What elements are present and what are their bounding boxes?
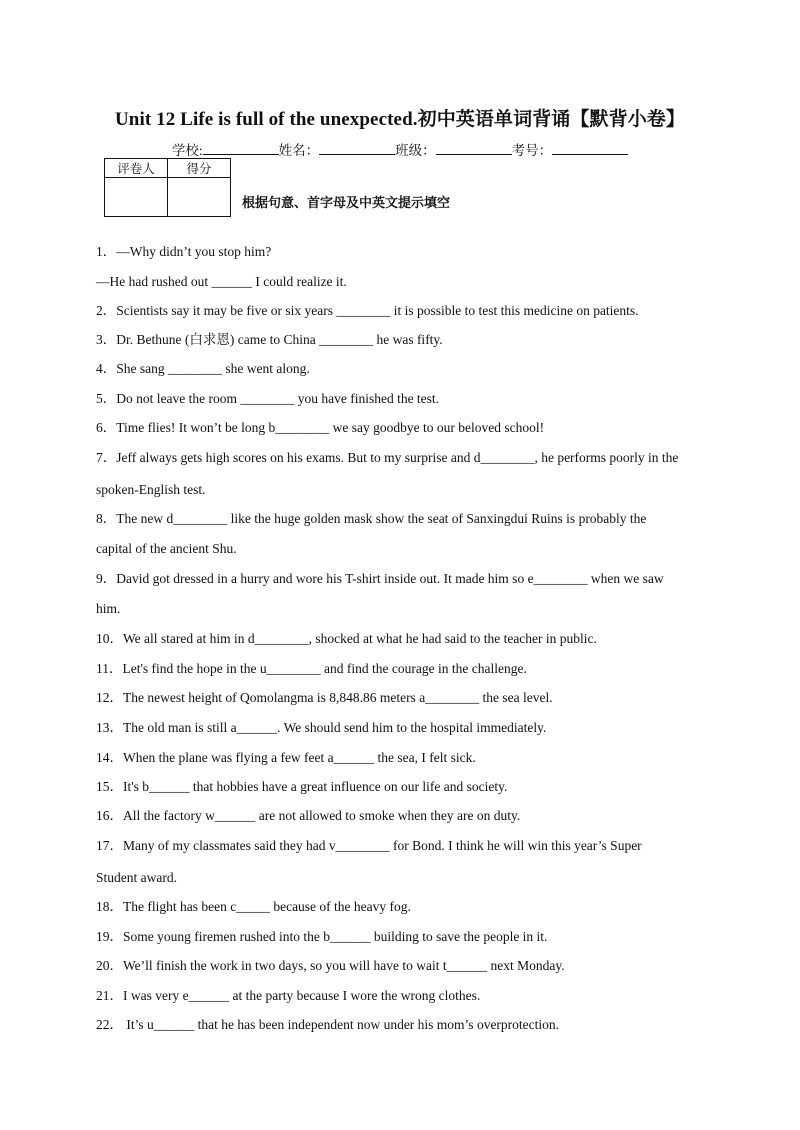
question-line: 13．The old man is still a______. We should send him to the hospital immediately. [96,720,547,735]
question-line: 4．She sang ________ she went along. [96,361,310,376]
school-label: 学校: [171,143,203,158]
number-label: 考号： [511,143,553,158]
question-line: 2．Scientists say it may be five or six years ________ it is possible to test this medicine on patients. [96,303,639,318]
question-line: 8．The new d________ like the huge golden mask show the seat of Sanxingdui Ruins is probably the [96,511,647,526]
question-line: 7．Jeff always gets high scores on his exams. But to my surprise and d________, he performs poorly in the [96,450,679,465]
question-line: 17．Many of my classmates said they had v________ for Bond. I think he will win this year’s Super [96,838,642,853]
question-line: 20．We’ll finish the work in two days, so you will have to wait t______ next Monday. [96,958,565,973]
question-line: 10．We all stared at him in d________, shocked at what he had said to the teacher in public. [96,631,597,646]
question-line: 5．Do not leave the room ________ you have finished the test. [96,391,440,406]
name-blank[interactable] [319,142,395,155]
question-line: 14．When the plane was flying a few feet a______ the sea, I felt sick. [96,750,476,765]
name-label: 姓名： [278,143,320,158]
question-line: 9．David got dressed in a hurry and wore his T-shirt inside out. It made him so e________ when we saw [96,571,664,586]
question-line: —He had rushed out ______ I could realize it. [96,274,347,289]
question-line: Student award. [96,870,177,885]
score-cell[interactable] [168,178,231,217]
question-line: 11．Let's find the hope in the u________ and find the courage in the challenge. [96,661,527,676]
question-line: 18．The flight has been c_____ because of the heavy fog. [96,899,411,914]
question-line: 22． It’s u______ that he has been independent now under his mom’s overprotection. [96,1017,560,1032]
question-line: 16．All the factory w______ are not allowed to smoke when they are on duty. [96,808,521,823]
grader-header: 评卷人 [105,159,168,178]
class-label: 班级： [395,143,436,158]
page-title: Unit 12 Life is full of the unexpected.初中英语单词背诵【默背小卷】 [114,109,685,130]
score-header: 得分 [168,159,231,178]
question-line: him. [96,601,121,616]
question-line: 19．Some young firemen rushed into the b______ building to save the people in it. [96,929,548,944]
class-blank[interactable] [436,142,512,155]
question-line: 6．Time flies! It won’t be long b________ we say goodbye to our beloved school! [96,420,545,435]
number-blank[interactable] [552,142,628,155]
school-blank[interactable] [203,142,279,155]
score-table [104,158,231,217]
section-instruction: 根据句意、首字母及中英文提示填空 [242,196,451,211]
grader-cell[interactable] [105,178,168,217]
question-line: 12．The newest height of Qomolangma is 8,848.86 meters a________ the sea level. [96,690,553,705]
question-line: 3．Dr. Bethune (白求恩) came to China ________ he was fifty. [96,332,443,347]
question-line: 21．I was very e______ at the party because I wore the wrong clothes. [96,988,481,1003]
question-line: 1．—Why didn’t you stop him? [96,244,272,259]
question-line: 15．It's b______ that hobbies have a great influence on our life and society. [96,779,508,794]
question-line: spoken-English test. [96,482,206,497]
question-line: capital of the ancient Shu. [96,541,237,556]
student-info-line [0,139,800,159]
